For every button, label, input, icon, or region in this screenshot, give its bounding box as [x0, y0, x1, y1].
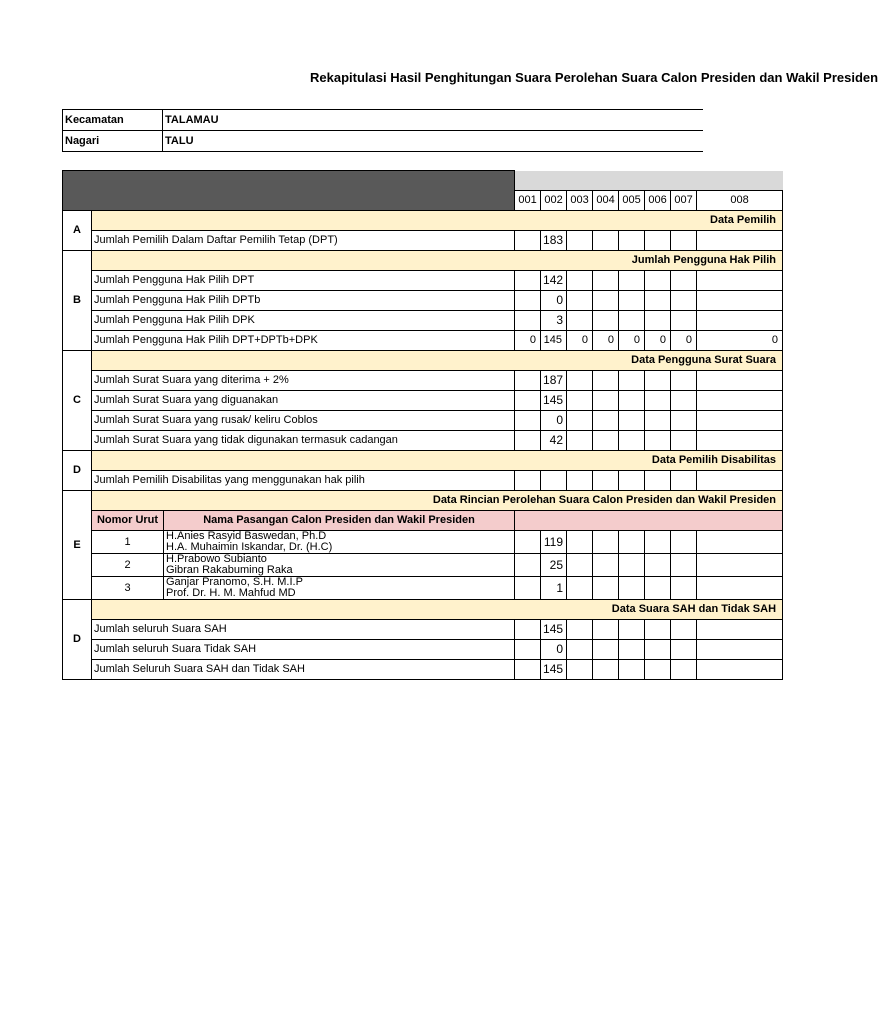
tps-value-cell [567, 410, 593, 430]
section-title: Data Suara SAH dan Tidak SAH [92, 599, 783, 619]
row-label: Jumlah Surat Suara yang diterima + 2% [92, 370, 515, 390]
tps-value-cell: 0 [645, 330, 671, 350]
candidate-row [63, 553, 783, 576]
tps-value-cell [567, 270, 593, 290]
tps-header-3: 003 [567, 190, 593, 210]
section-B-header-row [63, 250, 783, 270]
tps-value-cell [697, 310, 783, 330]
tps-value-cell [645, 470, 671, 490]
table-row [63, 310, 783, 330]
tps-value-cell: 145 [541, 619, 567, 639]
section-letter: A [63, 210, 92, 250]
candidate-names [164, 530, 515, 553]
candidate-row [63, 576, 783, 599]
section-letter: B [63, 250, 92, 350]
tps-value-cell [515, 639, 541, 659]
tps-value-cell [567, 639, 593, 659]
nagari-value: TALU [163, 131, 703, 152]
tps-value-cell: 42 [541, 430, 567, 450]
tps-value-cell [593, 639, 619, 659]
table-row [63, 230, 783, 250]
section-letter: E [63, 490, 92, 599]
tps-header-6: 006 [645, 190, 671, 210]
tps-value-cell [619, 553, 645, 576]
candidate-number: 2 [92, 553, 164, 576]
tps-value-cell [645, 410, 671, 430]
tps-value-cell: 0 [697, 330, 783, 350]
tps-value-cell [593, 553, 619, 576]
tps-value-cell: 145 [541, 659, 567, 679]
nagari-label: Nagari [63, 131, 163, 152]
tps-value-cell [619, 430, 645, 450]
tps-value-cell [515, 576, 541, 599]
section-letter: C [63, 350, 92, 450]
tps-value-cell [567, 619, 593, 639]
tps-value-cell [619, 619, 645, 639]
tps-value-cell [593, 230, 619, 250]
tps-header-8: 008 [697, 190, 783, 210]
table-row [63, 639, 783, 659]
tps-header-4: 004 [593, 190, 619, 210]
tps-value-cell: 0 [541, 290, 567, 310]
tps-value-cell [697, 410, 783, 430]
tps-value-cell: 1 [541, 576, 567, 599]
table-row [63, 370, 783, 390]
table-row [63, 470, 783, 490]
tps-value-cell [515, 370, 541, 390]
tps-value-cell [593, 530, 619, 553]
tps-value-cell [697, 619, 783, 639]
table-row [63, 290, 783, 310]
tps-value-cell [645, 576, 671, 599]
tps-value-cell [697, 553, 783, 576]
row-label: Jumlah seluruh Suara SAH [92, 619, 515, 639]
tps-value-cell [567, 576, 593, 599]
tps-value-cell [619, 270, 645, 290]
tps-value-cell: 119 [541, 530, 567, 553]
tps-value-cell [619, 530, 645, 553]
tps-value-cell [697, 290, 783, 310]
tps-value-cell [619, 470, 645, 490]
tps-value-cell [645, 659, 671, 679]
tps-value-cell [619, 659, 645, 679]
tps-value-cell [515, 553, 541, 576]
candidate-number: 3 [92, 576, 164, 599]
table-row [63, 659, 783, 679]
tps-header-1: 001 [515, 190, 541, 210]
row-label: Jumlah Surat Suara yang tidak digunakan termasuk cadangan [92, 430, 515, 450]
tps-value-cell [593, 576, 619, 599]
tps-value-cell [593, 430, 619, 450]
president-name: Ganjar Pranomo, S.H. M.I.P [166, 575, 303, 588]
tps-value-cell [515, 659, 541, 679]
tps-value-cell [567, 530, 593, 553]
page-title: Rekapitulasi Hasil Penghitungan Suara Perolehan Suara Calon Presiden dan Wakil Presiden [310, 70, 878, 85]
candidate-header-fill [515, 510, 783, 530]
tps-value-cell: 25 [541, 553, 567, 576]
kecamatan-label: Kecamatan [63, 110, 163, 131]
row-label: Jumlah Pemilih Dalam Daftar Pemilih Tetap (DPT) [92, 230, 515, 250]
tps-value-cell [671, 553, 697, 576]
section-title: Jumlah Pengguna Hak Pilih [92, 250, 783, 270]
section-D2-header-row [63, 599, 783, 619]
recap-sheet [62, 170, 779, 682]
row-label: Jumlah Seluruh Suara SAH dan Tidak SAH [92, 659, 515, 679]
tps-value-cell [671, 370, 697, 390]
tps-value-cell [645, 430, 671, 450]
tps-value-cell [515, 270, 541, 290]
tps-value-cell [645, 310, 671, 330]
kecamatan-value: TALAMAU [163, 110, 703, 131]
tps-value-cell: 145 [541, 330, 567, 350]
tps-value-cell [515, 619, 541, 639]
tps-value-cell [671, 390, 697, 410]
tps-header-5: 005 [619, 190, 645, 210]
tps-value-cell [567, 553, 593, 576]
tps-value-cell [593, 270, 619, 290]
row-label: Jumlah seluruh Suara Tidak SAH [92, 639, 515, 659]
section-title: Data Rincian Perolehan Suara Calon Presiden dan Wakil Presiden [92, 490, 783, 510]
tps-value-cell [515, 290, 541, 310]
tps-value-cell: 0 [541, 639, 567, 659]
tps-value-cell [567, 370, 593, 390]
tps-value-cell [645, 639, 671, 659]
location-info-table [62, 109, 703, 152]
header-top-row [63, 171, 783, 191]
section-E-header-row [63, 490, 783, 510]
tps-value-cell: 0 [567, 330, 593, 350]
nagari-row [63, 131, 703, 152]
tps-value-cell: 0 [515, 330, 541, 350]
candidate-header-row [63, 510, 783, 530]
tps-value-cell [697, 390, 783, 410]
vice-president-name: H.A. Muhaimin Iskandar, Dr. (H.C) [166, 540, 333, 553]
tps-value-cell [515, 430, 541, 450]
tps-value-cell: 0 [541, 410, 567, 430]
tps-value-cell [645, 230, 671, 250]
tps-value-cell [645, 270, 671, 290]
tps-value-cell [619, 370, 645, 390]
tps-value-cell [593, 619, 619, 639]
section-letter: D [63, 450, 92, 490]
row-label: Jumlah Surat Suara yang diguanakan [92, 390, 515, 410]
tps-value-cell [671, 639, 697, 659]
row-label: Jumlah Pengguna Hak Pilih DPT [92, 270, 515, 290]
tps-value-cell [593, 370, 619, 390]
tps-value-cell [515, 310, 541, 330]
header-light-band [515, 171, 783, 191]
tps-value-cell [619, 639, 645, 659]
tps-value-cell [671, 410, 697, 430]
tps-value-cell [515, 530, 541, 553]
tps-value-cell [541, 470, 567, 490]
tps-value-cell [567, 230, 593, 250]
tps-value-cell [671, 576, 697, 599]
row-label: Jumlah Pemilih Disabilitas yang menggunakan hak pilih [92, 470, 515, 490]
tps-value-cell [593, 470, 619, 490]
candidate-names [164, 576, 515, 599]
kecamatan-row [63, 110, 703, 131]
candidate-number: 1 [92, 530, 164, 553]
tps-value-cell [619, 410, 645, 430]
tps-value-cell: 3 [541, 310, 567, 330]
table-row [63, 430, 783, 450]
tps-value-cell [619, 576, 645, 599]
section-C-header-row [63, 350, 783, 370]
candidate-names [164, 553, 515, 576]
tps-value-cell [671, 290, 697, 310]
table-row [63, 619, 783, 639]
tps-value-cell [697, 530, 783, 553]
row-label: Jumlah Pengguna Hak Pilih DPK [92, 310, 515, 330]
row-label: Jumlah Pengguna Hak Pilih DPTb [92, 290, 515, 310]
table-row [63, 390, 783, 410]
row-label: Jumlah Surat Suara yang rusak/ keliru Coblos [92, 410, 515, 430]
tps-value-cell [697, 576, 783, 599]
tps-value-cell: 145 [541, 390, 567, 410]
tps-value-cell [567, 390, 593, 410]
tps-value-cell [645, 390, 671, 410]
header-dark-cell [63, 171, 515, 211]
tps-value-cell: 0 [593, 330, 619, 350]
tps-value-cell: 142 [541, 270, 567, 290]
tps-value-cell [697, 370, 783, 390]
table-row [63, 270, 783, 290]
tps-value-cell [671, 470, 697, 490]
tps-value-cell [671, 310, 697, 330]
tps-value-cell [593, 310, 619, 330]
tps-value-cell [593, 290, 619, 310]
vice-president-name: Gibran Rakabuming Raka [166, 563, 293, 576]
tps-value-cell [619, 390, 645, 410]
tps-value-cell [697, 230, 783, 250]
tps-value-cell [593, 390, 619, 410]
tps-header-7: 007 [671, 190, 697, 210]
section-title: Data Pemilih Disabilitas [92, 450, 783, 470]
president-name: H.Prabowo Subianto [166, 552, 267, 565]
tps-value-cell [567, 470, 593, 490]
section-A-header-row [63, 210, 783, 230]
tps-value-cell [697, 430, 783, 450]
tps-value-cell [567, 430, 593, 450]
tps-value-cell [515, 230, 541, 250]
tps-value-cell [671, 270, 697, 290]
tps-value-cell [645, 290, 671, 310]
tps-value-cell [697, 470, 783, 490]
tps-value-cell [645, 553, 671, 576]
tps-value-cell [619, 230, 645, 250]
tps-header-2: 002 [541, 190, 567, 210]
tps-value-cell [645, 370, 671, 390]
tps-value-cell [515, 410, 541, 430]
tps-value-cell [515, 390, 541, 410]
tps-value-cell [697, 270, 783, 290]
tps-value-cell [645, 619, 671, 639]
tps-value-cell [593, 659, 619, 679]
row-label: Jumlah Pengguna Hak Pilih DPT+DPTb+DPK [92, 330, 515, 350]
tps-value-cell [567, 659, 593, 679]
tps-value-cell [619, 310, 645, 330]
president-name: H.Anies Rasyid Baswedan, Ph.D [166, 529, 327, 542]
tps-value-cell [671, 230, 697, 250]
tps-value-cell [515, 470, 541, 490]
tps-value-cell [671, 659, 697, 679]
tps-value-cell [671, 530, 697, 553]
table-row [63, 410, 783, 430]
tps-value-cell [619, 290, 645, 310]
nomor-urut-header: Nomor Urut [92, 510, 164, 530]
tps-value-cell [567, 310, 593, 330]
section-title: Data Pengguna Surat Suara [92, 350, 783, 370]
tps-value-cell [671, 619, 697, 639]
tps-value-cell: 183 [541, 230, 567, 250]
tps-value-cell: 0 [671, 330, 697, 350]
recap-table [62, 170, 783, 680]
section-letter: D [63, 599, 92, 679]
tps-value-cell [645, 530, 671, 553]
tps-value-cell [593, 410, 619, 430]
section-D1-header-row [63, 450, 783, 470]
tps-value-cell [697, 639, 783, 659]
tps-value-cell: 0 [619, 330, 645, 350]
tps-value-cell [697, 659, 783, 679]
candidate-name-header: Nama Pasangan Calon Presiden dan Wakil Presiden [164, 510, 515, 530]
tps-value-cell [671, 430, 697, 450]
table-row [63, 330, 783, 350]
vice-president-name: Prof. Dr. H. M. Mahfud MD [166, 586, 296, 599]
tps-value-cell: 187 [541, 370, 567, 390]
tps-value-cell [567, 290, 593, 310]
candidate-row [63, 530, 783, 553]
section-title: Data Pemilih [92, 210, 783, 230]
